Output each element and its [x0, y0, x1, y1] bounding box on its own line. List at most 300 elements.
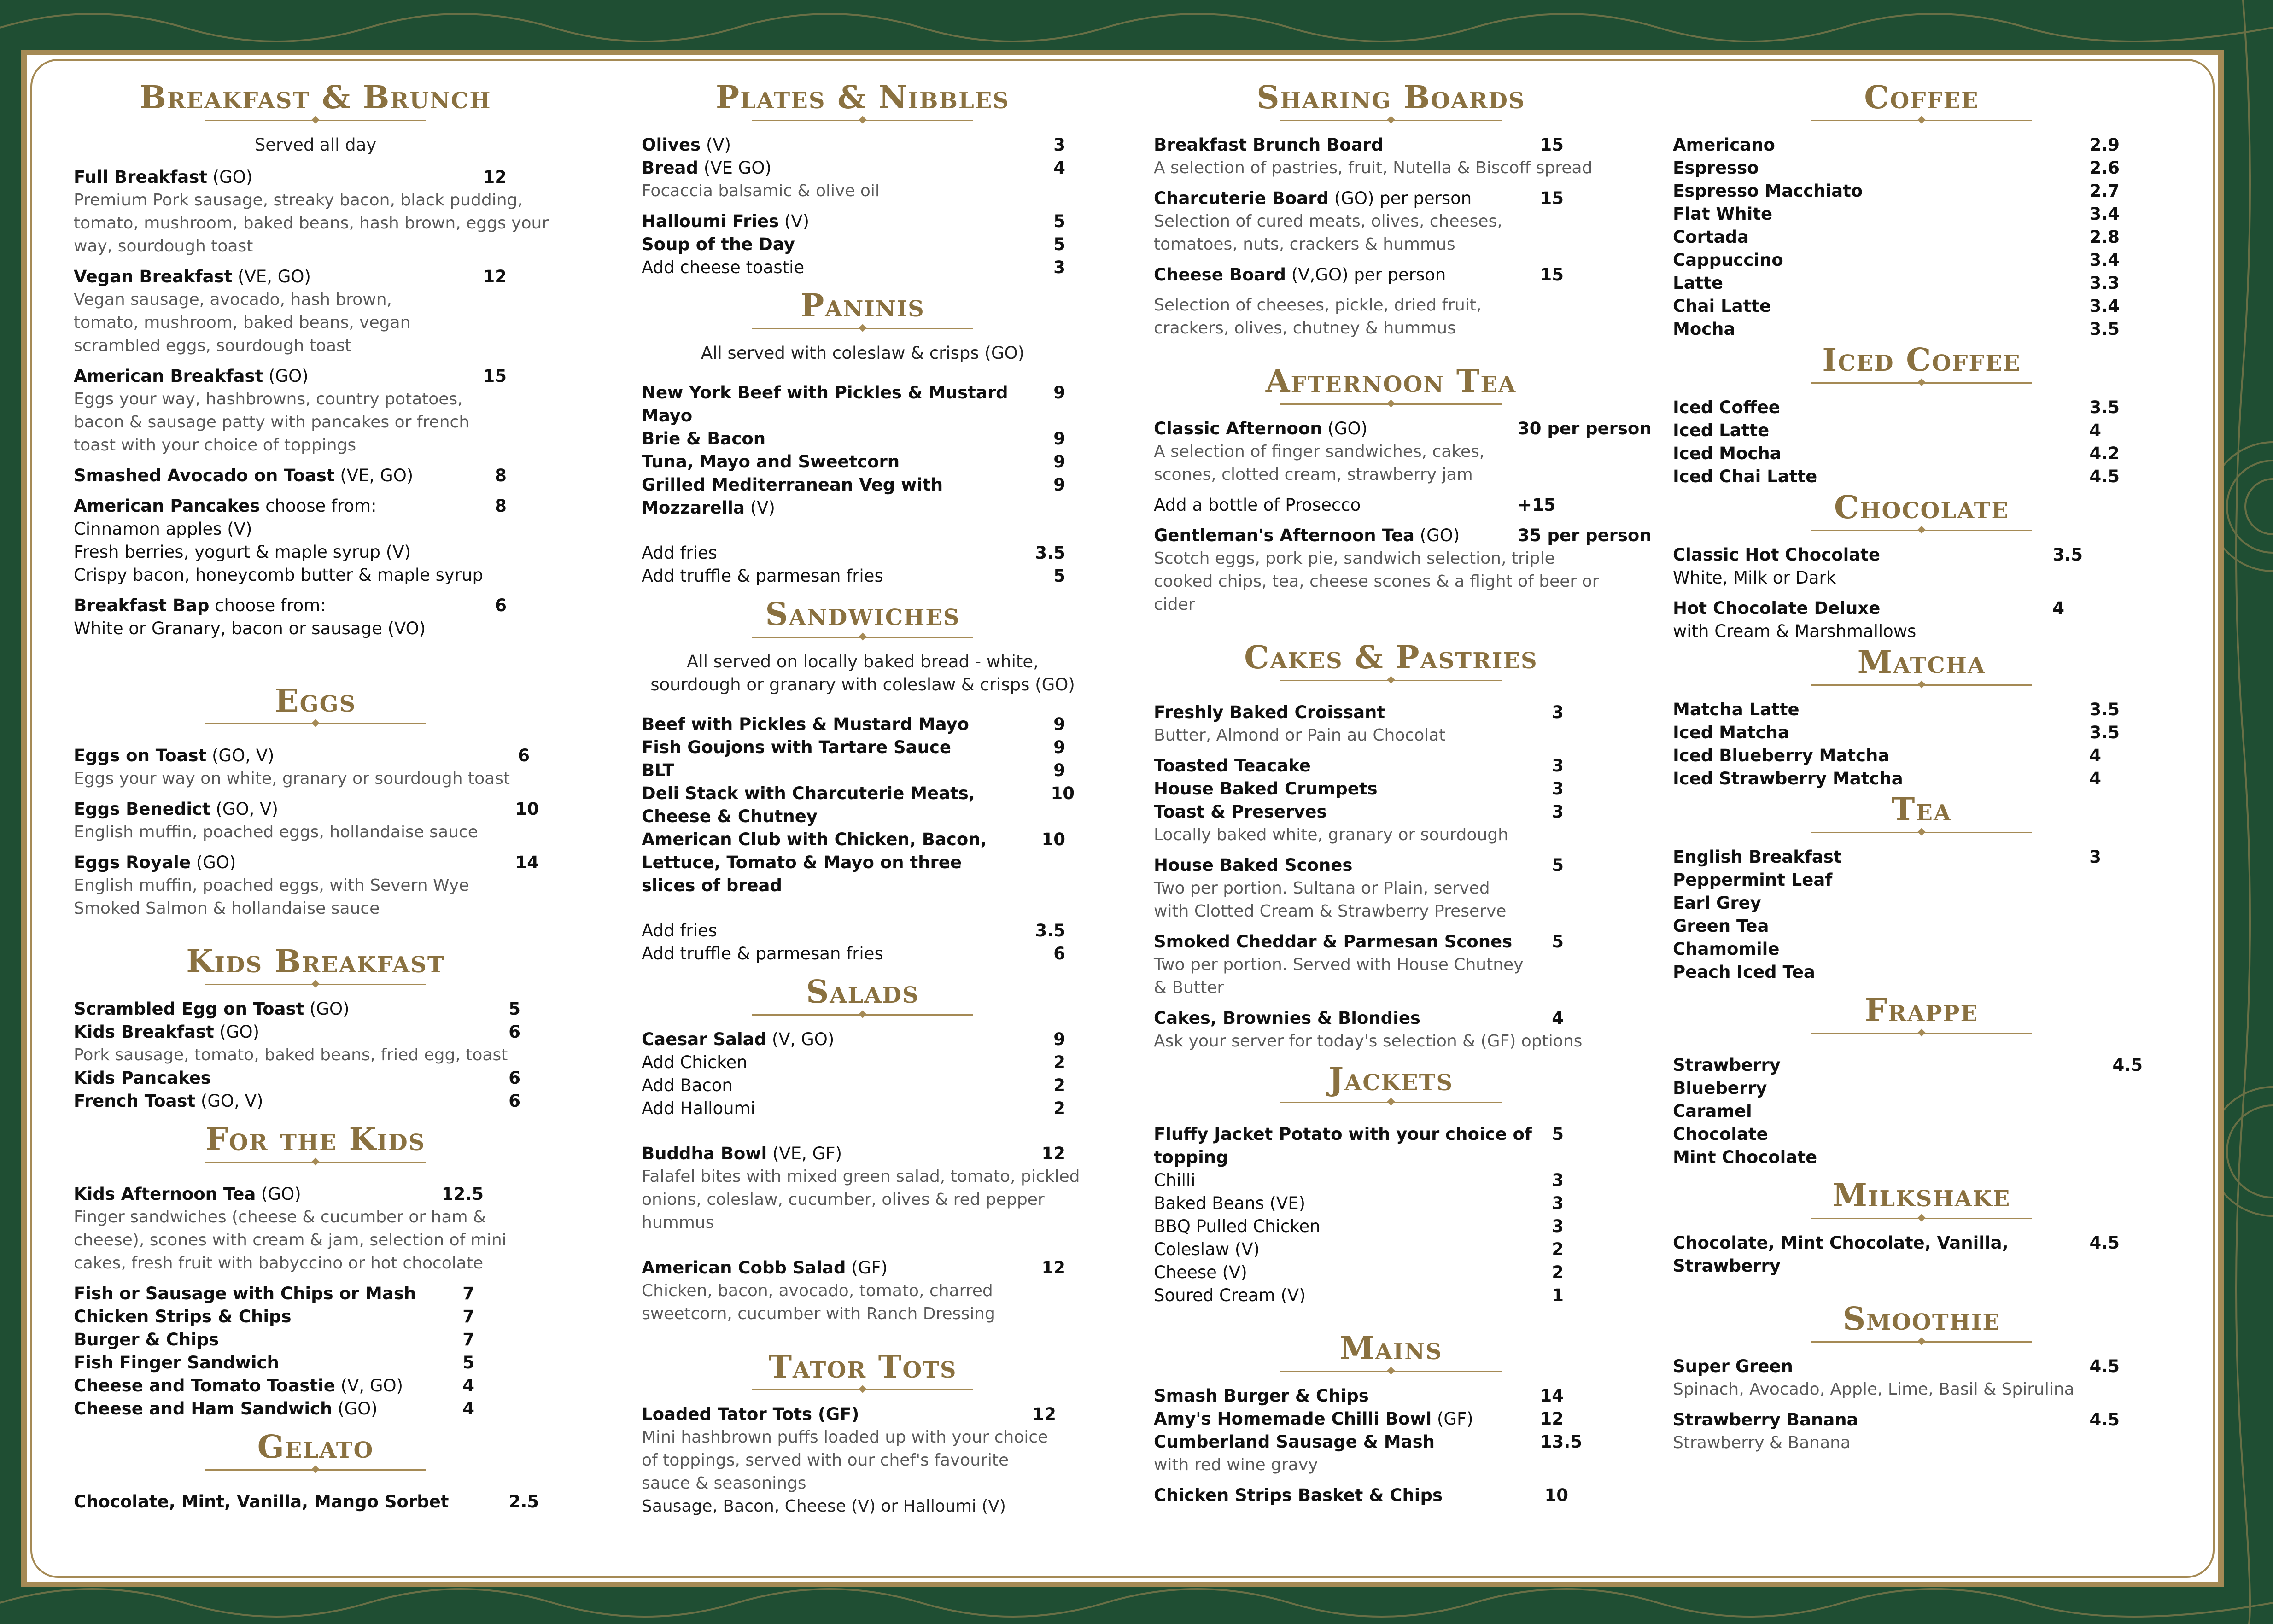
item-price: 4.5	[2089, 467, 2120, 486]
item-name: Iced Matcha	[1673, 723, 1789, 742]
menu-item	[74, 1328, 557, 1351]
menu-item	[1673, 961, 2170, 984]
menu-item	[74, 1490, 557, 1513]
item-name: Classic Afternoon	[1154, 419, 1322, 438]
item-name: Cortada	[1673, 227, 1749, 247]
item-description: Focaccia balsamic & olive oil	[642, 181, 880, 200]
item-price: 4.2	[2089, 444, 2120, 463]
item-option: White or Granary, bacon or sausage (VO)	[74, 619, 426, 638]
section-note: Served all day	[254, 135, 377, 155]
item-price: 2.8	[2089, 227, 2120, 247]
menu-item	[642, 782, 1084, 828]
section-title: Matcha	[1857, 644, 1986, 681]
item-price: 9	[1053, 737, 1065, 757]
item-price: 6	[518, 746, 530, 765]
item-price: 3	[1053, 257, 1065, 277]
section-mains	[1154, 1329, 1628, 1507]
menu-item	[1673, 295, 2170, 318]
section-title: Tator Tots	[768, 1349, 957, 1385]
item-name: Smash Burger & Chips	[1154, 1386, 1369, 1406]
section-title: Salads	[806, 974, 919, 1011]
ornament-divider	[752, 1386, 973, 1393]
item-name: New York Beef with Pickles & Mustard Mayo	[642, 383, 1008, 426]
menu-item	[1154, 1261, 1628, 1284]
column-3	[1154, 78, 1652, 1507]
menu-item	[642, 450, 1084, 473]
section-title: For the Kids	[205, 1121, 426, 1158]
ornament-divider	[205, 1466, 426, 1473]
item-description: Strawberry & Banana	[1673, 1433, 1851, 1452]
item-price: 3	[1552, 802, 1564, 822]
item-name: Iced Latte	[1673, 421, 1770, 440]
ornament-divider	[205, 117, 426, 123]
item-price: 12	[483, 267, 507, 286]
item-tag: (GF)	[1432, 1409, 1473, 1429]
item-price: 3.5	[1035, 921, 1065, 941]
item-tag: (GO)	[190, 853, 236, 872]
item-tag: choose from:	[260, 496, 377, 516]
item-name: Iced Mocha	[1673, 444, 1782, 463]
item-name: Blueberry	[1673, 1078, 1767, 1098]
item-name: Iced Blueberry Matcha	[1673, 746, 1890, 765]
item-price: 12	[1041, 1144, 1065, 1163]
item-name: Hot Chocolate Deluxe	[1673, 598, 1881, 618]
section-paninis	[642, 286, 1084, 588]
menu-item	[1154, 930, 1628, 953]
menu-item	[1154, 1238, 1628, 1261]
item-name: Smashed Avocado on Toast	[74, 466, 335, 485]
item-price: 4	[2089, 769, 2101, 789]
item-name: Baked Beans (VE)	[1154, 1193, 1306, 1213]
item-name: Eggs Benedict	[74, 799, 210, 819]
item-tag: (V)	[744, 498, 775, 518]
ornament-divider	[752, 325, 973, 332]
item-price: 5	[1053, 234, 1065, 254]
item-name: Fish Finger Sandwich	[74, 1353, 279, 1373]
item-name: American Club with Chicken, Bacon, Lettuce, Tomato & Mayo on three slices of bread	[642, 830, 987, 895]
menu-item	[642, 473, 1084, 520]
item-price: 30 per person	[1518, 419, 1652, 438]
section-kids-breakfast	[74, 942, 557, 1113]
item-name: Iced Chai Latte	[1673, 467, 1817, 486]
item-name: Chocolate	[1673, 1124, 1768, 1144]
menu-item	[642, 233, 1084, 256]
item-price: 3	[1552, 779, 1564, 799]
item-tag: (GO)	[1322, 419, 1368, 438]
item-price: 10	[1051, 783, 1075, 803]
menu-item	[1673, 1146, 2170, 1169]
item-name: House Baked Scones	[1154, 855, 1353, 875]
item-name: Bread	[642, 158, 698, 178]
ornament-divider	[205, 981, 426, 987]
item-name: Fish or Sausage with Chips or Mash	[74, 1284, 416, 1303]
menu-item	[642, 942, 1084, 965]
menu-item	[1673, 744, 2170, 767]
item-price: 7	[462, 1284, 474, 1303]
item-tag: (GO)	[256, 1184, 301, 1204]
menu-item	[1673, 419, 2170, 442]
item-price: 2.6	[2089, 158, 2120, 178]
item-tag: (VE, GO)	[334, 466, 414, 485]
menu-item	[642, 1074, 1084, 1097]
menu-item	[1673, 543, 2170, 567]
item-description: Vegan sausage, avocado, hash brown, tomato, mushroom, baked beans, vegan scrambled eggs, sourdough toast	[74, 290, 411, 355]
item-name: Full Breakfast	[74, 167, 207, 187]
item-name: Smoked Cheddar & Parmesan Scones	[1154, 932, 1513, 952]
item-price: 3.5	[1035, 543, 1065, 563]
ornament-divider	[1811, 117, 2032, 123]
item-price: 35 per person	[1518, 526, 1652, 545]
item-price: 1	[1552, 1285, 1564, 1305]
item-price: 2.7	[2089, 181, 2120, 201]
item-name: Espresso Macchiato	[1673, 181, 1863, 201]
item-name: BBQ Pulled Chicken	[1154, 1216, 1321, 1236]
item-name: House Baked Crumpets	[1154, 779, 1378, 799]
item-name: Burger & Chips	[74, 1330, 219, 1349]
section-sharing-boards	[1154, 78, 1628, 340]
section-eggs	[74, 682, 557, 920]
menu-item	[642, 542, 1084, 565]
item-name: Add truffle & parmesan fries	[642, 566, 883, 586]
item-tag: choose from:	[209, 596, 326, 615]
section-note: All served on locally baked bread - white, sourdough or granary with coleslaw & crisps (GO)	[650, 652, 1075, 695]
item-name: Caramel	[1673, 1101, 1752, 1121]
item-price: 10	[1544, 1485, 1568, 1505]
item-price: 12	[483, 167, 507, 187]
item-price: 15	[1540, 265, 1564, 285]
item-name: BLT	[642, 760, 674, 780]
item-price: 3	[1053, 135, 1065, 155]
item-description: Locally baked white, granary or sourdough	[1154, 825, 1508, 844]
item-name: Breakfast Brunch Board	[1154, 135, 1384, 155]
menu-item	[74, 1021, 557, 1044]
item-price: 14	[515, 853, 539, 872]
menu-item	[642, 427, 1084, 450]
item-price: 4	[462, 1399, 474, 1419]
item-name: Loaded Tator Tots (GF)	[642, 1404, 859, 1424]
ornament-divider	[752, 634, 973, 640]
item-price: 8	[495, 496, 507, 516]
item-price: 4	[2089, 421, 2101, 440]
item-name: Breakfast Bap	[74, 596, 210, 615]
menu-item	[1673, 318, 2170, 341]
section-title: Frappe	[1864, 992, 1979, 1029]
menu-item	[1154, 1192, 1628, 1215]
item-name: Gentleman's Afternoon Tea	[1154, 526, 1414, 545]
menu-item	[642, 157, 1084, 180]
item-name: Amy's Homemade Chilli Bowl	[1154, 1409, 1432, 1429]
section-title: Tea	[1891, 791, 1952, 828]
section-title: Coffee	[1864, 79, 1979, 116]
menu-item	[642, 736, 1084, 759]
item-tag: (GO, V)	[206, 746, 275, 765]
menu-item	[642, 713, 1084, 736]
item-name: Soured Cream (V)	[1154, 1285, 1306, 1305]
item-name: Cakes, Brownies & Blondies	[1154, 1008, 1420, 1028]
item-description: Premium Pork sausage, streaky bacon, black pudding, tomato, mushroom, baked beans, hash brown, eggs your way, sourdough toast	[74, 191, 549, 256]
section-note: All served with coleslaw & crisps (GO)	[701, 343, 1025, 363]
ornament-divider	[752, 117, 973, 123]
item-description: Chicken, bacon, avocado, tomato, charred sweetcorn, cucumber with Ranch Dressing	[642, 1281, 995, 1323]
item-description: Eggs your way on white, granary or sourdough toast	[74, 769, 510, 788]
item-name: Deli Stack with Charcuterie Meats, Cheese & Chutney	[642, 783, 975, 826]
item-name: Halloumi Fries	[642, 211, 779, 231]
ornament-divider	[1811, 1030, 2032, 1036]
item-name: Vegan Breakfast	[74, 267, 233, 286]
menu-item	[1154, 701, 1628, 724]
item-name: American Cobb Salad	[642, 1258, 846, 1278]
menu-item	[74, 998, 557, 1021]
item-price: 9	[1053, 383, 1065, 403]
menu-item	[1673, 698, 2170, 721]
section-title: Chocolate	[1834, 489, 2009, 526]
section-title: Sandwiches	[765, 596, 960, 633]
item-price: 2	[1053, 1098, 1065, 1118]
item-description: White, Milk or Dark	[1673, 568, 1836, 588]
section-title: Jackets	[1328, 1061, 1454, 1098]
menu-item	[1673, 442, 2170, 465]
item-price: 9	[1053, 429, 1065, 449]
ornament-divider	[205, 720, 426, 727]
item-price: 7	[462, 1330, 474, 1349]
item-name: Strawberry	[1673, 1055, 1781, 1075]
item-price: 4	[2089, 746, 2101, 765]
section-smoothie	[1673, 1300, 2170, 1455]
ornament-divider	[1280, 117, 1502, 123]
item-tag: (GO)	[1414, 526, 1460, 545]
item-price: 5	[462, 1353, 474, 1373]
menu-item	[1673, 157, 2170, 180]
menu-item	[642, 1142, 1084, 1165]
item-name: English Breakfast	[1673, 847, 1842, 867]
section-salads	[642, 973, 1084, 1326]
item-name: Add fries	[642, 543, 717, 563]
section-title: Mains	[1339, 1330, 1443, 1367]
item-description: Eggs your way, hashbrowns, country potatoes, bacon & sausage patty with pancakes or french toast with your choice of toppings	[74, 390, 470, 455]
menu-item	[1673, 1355, 2170, 1378]
item-price: 15	[483, 366, 507, 386]
item-name: Freshly Baked Croissant	[1154, 702, 1385, 722]
item-description: A selection of pastries, fruit, Nutella & Biscoff spread	[1154, 158, 1593, 177]
item-name: Add cheese toastie	[642, 257, 805, 277]
item-description: Falafel bites with mixed green salad, tomato, pickled onions, coleslaw, cucumber, olives & red pepper hummus	[642, 1167, 1080, 1232]
menu-item	[1673, 1408, 2170, 1431]
item-name: Toast & Preserves	[1154, 802, 1327, 822]
menu-item	[642, 1028, 1084, 1051]
item-name: Latte	[1673, 273, 1724, 293]
item-price: 4.5	[2112, 1055, 2143, 1075]
item-name: Cheese (V)	[1154, 1262, 1247, 1282]
item-name: Brie & Bacon	[642, 429, 766, 449]
menu-item	[1154, 854, 1628, 877]
item-price: 10	[1041, 830, 1065, 849]
item-price: 12	[1540, 1409, 1564, 1429]
item-description: Ask your server for today's selection & (GF) options	[1154, 1032, 1583, 1051]
menu-item	[1673, 846, 2170, 869]
item-name: Beef with Pickles & Mustard Mayo	[642, 714, 969, 734]
item-price: 3.5	[2089, 397, 2120, 417]
item-name: Flat White	[1673, 204, 1773, 224]
item-name: Classic Hot Chocolate	[1673, 545, 1880, 565]
section-milkshake	[1673, 1176, 2170, 1278]
item-price: 3	[2089, 847, 2101, 867]
item-description: with Cream & Marshmallows	[1673, 621, 1917, 641]
item-tag: (VE GO)	[698, 158, 771, 178]
item-name: Strawberry Banana	[1673, 1410, 1858, 1430]
item-name: Chicken Strips Basket & Chips	[1154, 1485, 1443, 1505]
section-title: Milkshake	[1832, 1177, 2011, 1214]
menu-item	[1154, 1431, 1628, 1454]
item-price: 3	[1552, 756, 1564, 776]
menu-item	[1673, 938, 2170, 961]
section-title: Paninis	[801, 287, 925, 324]
menu-item	[74, 1305, 557, 1328]
menu-item	[1154, 417, 1652, 440]
menu-item	[74, 1067, 557, 1090]
item-price: 12	[1032, 1404, 1056, 1424]
item-price: 3.5	[2052, 545, 2083, 565]
item-description: English muffin, poached eggs, hollandaise sauce	[74, 823, 478, 841]
item-price: 5	[508, 999, 520, 1019]
item-name: Scrambled Egg on Toast	[74, 999, 304, 1019]
menu-item	[1154, 524, 1652, 547]
section-title: Cakes & Pastries	[1244, 639, 1538, 676]
section-breakfast	[74, 78, 557, 640]
section-chocolate	[1673, 488, 2170, 643]
item-price: 13.5	[1540, 1432, 1582, 1452]
item-name: Fluffy Jacket Potato with your choice of topping	[1154, 1124, 1532, 1167]
item-name: Caesar Salad	[642, 1029, 767, 1049]
menu-item	[74, 265, 557, 288]
menu-item	[1673, 767, 2170, 790]
item-name: Cumberland Sausage & Mash	[1154, 1432, 1435, 1452]
item-price: 6	[1053, 944, 1065, 964]
item-name: American Pancakes	[74, 496, 260, 516]
menu-item	[642, 256, 1084, 279]
menu-item	[1154, 187, 1628, 210]
menu-item	[1673, 1123, 2170, 1146]
menu-item	[1673, 272, 2170, 295]
ornament-divider	[1811, 527, 2032, 533]
section-for-the-kids	[74, 1120, 557, 1420]
item-tag: (V)	[701, 135, 731, 155]
item-name: Olives	[642, 135, 701, 155]
ornament-divider	[1811, 380, 2032, 386]
menu-item	[642, 210, 1084, 233]
item-name: Soup of the Day	[642, 234, 795, 254]
item-price: 4.5	[2089, 1356, 2120, 1376]
menu-item	[1154, 800, 1628, 824]
item-tag: (GO, V)	[210, 799, 278, 819]
item-price: 3	[1552, 1170, 1564, 1190]
menu-item	[74, 1090, 557, 1113]
item-tag: (GO)	[332, 1399, 378, 1419]
item-name: Fish Goujons with Tartare Sauce	[642, 737, 951, 757]
item-name: Matcha Latte	[1673, 700, 1800, 719]
item-description: Butter, Almond or Pain au Chocolat	[1154, 726, 1446, 745]
section-title: Eggs	[275, 683, 356, 719]
item-name: Grilled Mediterranean Veg with Mozzarella	[642, 475, 943, 518]
item-option: Cinnamon apples (V)	[74, 519, 252, 539]
item-description: English muffin, poached eggs, with Severn Wye Smoked Salmon & hollandaise sauce	[74, 876, 469, 918]
item-name: Americano	[1673, 135, 1775, 155]
item-price: 10	[515, 799, 539, 819]
item-option: Fresh berries, yogurt & maple syrup (V)	[74, 542, 411, 562]
item-price: 3.5	[2089, 723, 2120, 742]
menu-item	[1673, 396, 2170, 419]
item-price: 3.4	[2089, 250, 2120, 270]
item-name: Add a bottle of Prosecco	[1154, 495, 1361, 515]
section-coffee	[1673, 78, 2170, 341]
menu-item	[1673, 892, 2170, 915]
section-frappe	[1673, 991, 2170, 1169]
item-price: 4.5	[2089, 1410, 2120, 1430]
item-price: 4.5	[2089, 1233, 2120, 1253]
ornament-divider	[1280, 677, 1502, 683]
item-name: Add fries	[642, 921, 717, 941]
item-name: American Breakfast	[74, 366, 263, 386]
menu-item	[642, 381, 1084, 427]
item-price: 3.3	[2089, 273, 2120, 293]
menu-item	[1154, 1215, 1628, 1238]
menu-item	[74, 166, 557, 189]
menu-item	[642, 919, 1084, 942]
item-name: Eggs on Toast	[74, 746, 207, 765]
menu-item	[74, 1374, 557, 1397]
item-description: Spinach, Avocado, Apple, Lime, Basil & Spirulina	[1673, 1380, 2074, 1399]
item-name: Mint Chocolate	[1673, 1147, 1817, 1167]
section-title: Afternoon Tea	[1265, 363, 1517, 400]
item-price: 6	[508, 1068, 520, 1088]
item-price: 14	[1540, 1386, 1564, 1406]
item-price: 9	[1053, 452, 1065, 472]
item-name: Add Chicken	[642, 1052, 748, 1072]
menu-item	[1673, 180, 2170, 203]
menu-item	[74, 798, 557, 821]
item-price: 2	[1053, 1052, 1065, 1072]
menu-item	[1673, 203, 2170, 226]
item-price: 4	[462, 1376, 474, 1396]
item-tag: (GF)	[846, 1258, 888, 1278]
section-title: Smoothie	[1843, 1301, 2000, 1338]
menu-item	[642, 134, 1084, 157]
item-name: Eggs Royale	[74, 853, 191, 872]
item-name: Add truffle & parmesan fries	[642, 944, 883, 964]
item-name: Cheese and Ham Sandwich	[74, 1399, 333, 1419]
ornament-divider	[1811, 1215, 2032, 1221]
menu-item	[1673, 1077, 2170, 1100]
item-name: Peppermint Leaf	[1673, 870, 1833, 890]
menu-item	[1154, 1408, 1628, 1431]
section-gelato	[74, 1428, 557, 1513]
menu-item	[642, 1256, 1084, 1279]
item-price: 5	[1552, 855, 1564, 875]
item-name: Add Halloumi	[642, 1098, 755, 1118]
section-title: Kids Breakfast	[186, 943, 445, 980]
menu-item	[642, 1051, 1084, 1074]
item-price: 15	[1540, 188, 1564, 208]
item-price: 12.5	[441, 1184, 484, 1204]
item-tag: (GO, V)	[195, 1091, 263, 1111]
menu-item	[1673, 249, 2170, 272]
item-description: Selection of cheeses, pickle, dried fruit, crackers, olives, chutney & hummus	[1154, 296, 1482, 338]
item-price: 5	[1053, 566, 1065, 586]
item-price: 15	[1540, 135, 1564, 155]
column-1	[74, 78, 557, 1513]
item-description: Two per portion. Sultana or Plain, served with Clotted Cream & Strawberry Preserve	[1154, 879, 1507, 921]
item-price: 7	[462, 1307, 474, 1326]
ornament-divider	[1280, 401, 1502, 407]
